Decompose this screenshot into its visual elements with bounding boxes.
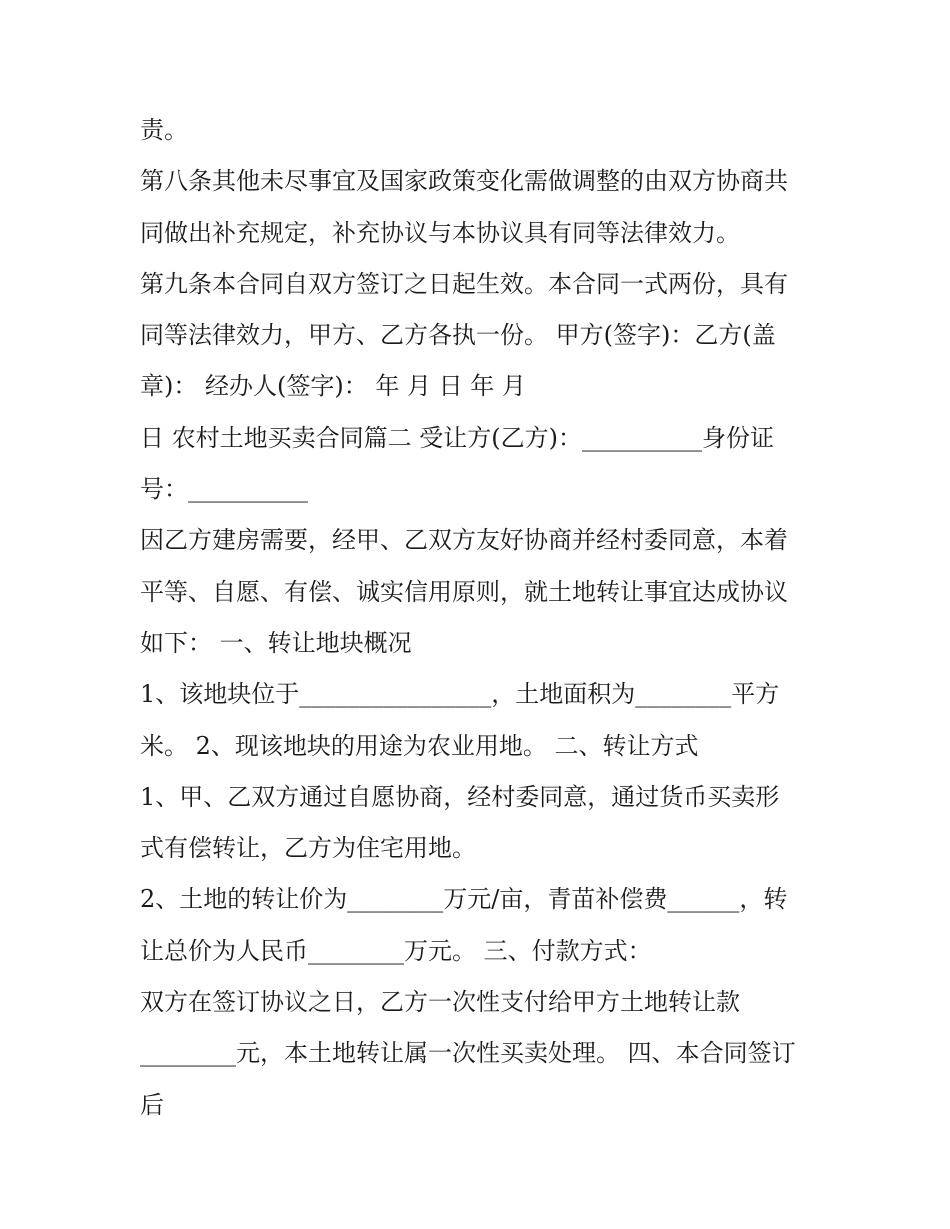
text-line: 1、甲、乙双方通过自愿协商，经村委同意，通过货币买卖形 [140,782,780,811]
text-line: 同做出补充规定，补充协议与本协议具有同等法律效力。 [140,218,740,247]
document-body [140,105,820,1131]
text-line: 后 [140,1090,164,1119]
text-line: 同等法律效力，甲方、乙方各执一份。 甲方(签字)：乙方(盖 [140,321,776,350]
text-line: 让总价为人民币________万元。 三、付款方式： [140,936,652,965]
text-line: ________元，本土地转让属一次性买卖处理。 四、本合同签订 [140,1039,796,1068]
text-line: 平等、自愿、有偿、诚实信用原则，就土地转让事宜达成协议 [140,577,788,606]
text-line: 米。 2、现该地块的用途为农业用地。 二、转让方式 [140,731,699,760]
text-line: 因乙方建房需要，经甲、乙双方友好协商并经村委同意，本着 [140,526,788,555]
text-line: 第八条其他未尽事宜及国家政策变化需做调整的由双方协商共 [140,167,788,196]
text-line: 如下： 一、转让地块概况 [140,628,412,657]
text-line: 号：__________ [140,475,308,504]
text-line: 章)： 经办人(签字)： 年 月 日 年 月 [140,372,526,401]
text-line: 双方在签订协议之日，乙方一次性支付给甲方土地转让款 [140,988,740,1017]
text-line: 1、该地块位于________________，土地面积为________平方 [140,680,780,709]
text-line: 2、土地的转让价为________万元/亩，青苗补偿费______，转 [140,885,788,914]
text-line: 责。 [140,116,188,144]
text-line: 第九条本合同自双方签订之日起生效。本合同一式两份，具有 [140,269,788,298]
text-line: 式有偿转让，乙方为住宅用地。 [140,834,476,863]
text-line: 日 农村土地买卖合同篇二 受让方(乙方)：__________身份证 [140,423,774,452]
